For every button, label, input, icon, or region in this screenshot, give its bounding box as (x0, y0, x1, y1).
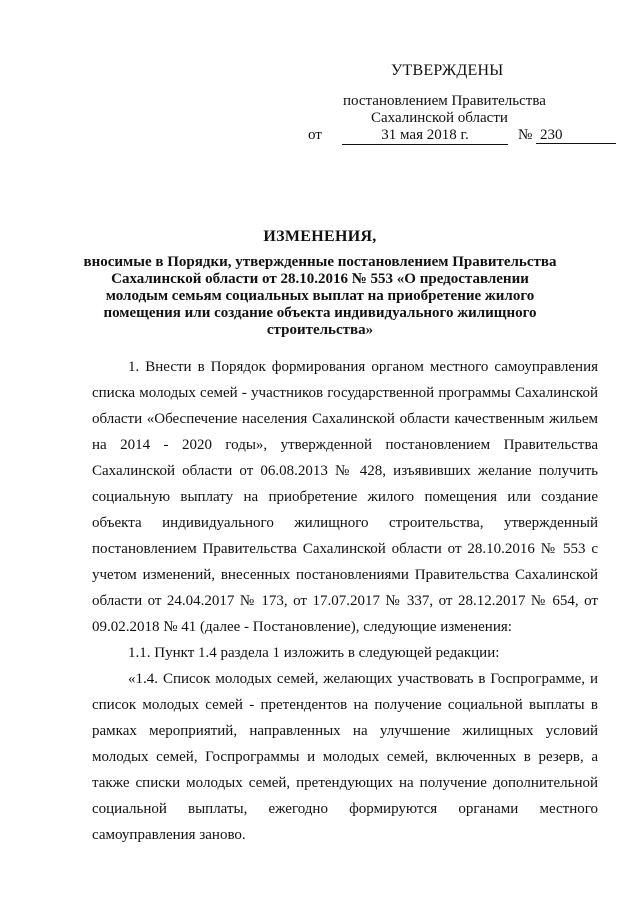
approval-line-2: Сахалинской области (371, 110, 508, 126)
approval-from-label: от (308, 127, 322, 143)
paragraph-item-1-1: 1.1. Пункт 1.4 раздела 1 изложить в следующей редакции: (128, 645, 500, 661)
paragraph-item-1: 1. Внести в Порядок формирования органом местного самоуправления списка молодых семей - участников государственной программы Сахалинской области «Обеспечение населения Сахалинской области качественным жильем на 2014 - 2020 годы», утвержденной постановлением Правительства Сахалинской области от 06.08.2013 № 428, изъявивших желание получить социальную выплату на приобретение жилого помещения или создание объекта индивидуального жилищного строительства, утвержденный постановлением Правительства Сахалинской области от 28.10.2016 № 553 с учетом изменений, внесенных постановлениями Правительства Сахалинской области от 24.04.2017 № 173, от 17.07.2017 № 337, от 28.12.2017 № 654, от 09.02.2018 № 41 (далее - Постановление), следующие изменения: (92, 359, 598, 635)
approval-date-number-row (308, 127, 608, 147)
approval-title: УТВЕРЖДЕНЫ (391, 62, 504, 79)
document-title: ИЗМЕНЕНИЯ, (263, 228, 377, 245)
document-subtitle: вносимые в Порядки, утвержденные постановлением Правительства Сахалинской области от 28.10.2016 № 553 «О предоставлении молодым семьям социальных выплат на приобретение жилого помещения или создание объекта индивидуального жилищного строительства» (83, 254, 557, 338)
document-body (92, 354, 598, 848)
approval-line-1: постановлением Правительства (343, 93, 546, 109)
approval-number: 230 (536, 127, 616, 144)
approval-date: 31 мая 2018 г. (342, 127, 508, 145)
paragraph-item-1-4: «1.4. Список молодых семей, желающих участвовать в Госпрограмме, и список молодых семей - претендентов на получение социальной выплаты в рамках мероприятий, направленных на улучшение жилищных условий молодых семей, Госпрограммы и молодых семей, включенных в резерв, а также списки молодых семей, претендующих на получение дополнительной социальной выплаты, ежегодно формируются органами местного самоуправления заново. (92, 671, 598, 843)
approval-number-sign: № (518, 127, 533, 143)
